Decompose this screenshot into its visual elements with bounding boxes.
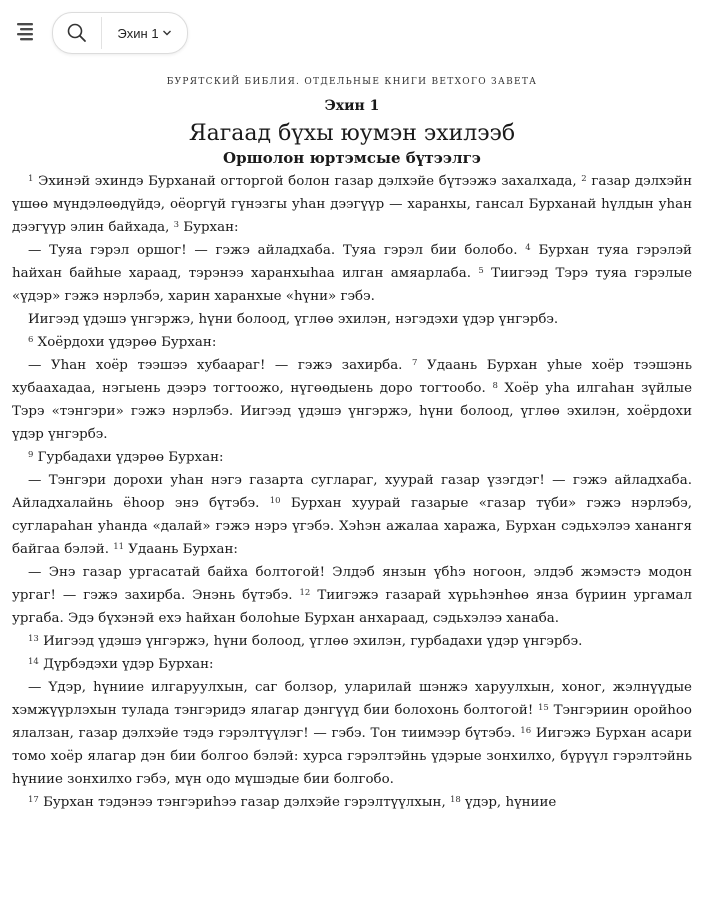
navigation-pill xyxy=(52,12,188,54)
verse-text: Гурбадахи үдэрөө Бурхан: xyxy=(33,450,224,465)
verse-text: Удаань Бурхан: xyxy=(124,542,238,557)
table-of-contents-button[interactable] xyxy=(14,20,38,44)
verse-number: 13 xyxy=(28,634,39,644)
verse-text: Иигээд үдэшэ үнгэржэ, һүни болоод, үглөө эхилэн, гурбадахи үдэр үнгэрбэ. xyxy=(38,634,583,649)
verse-text: Бурхан: xyxy=(179,220,239,235)
verse-number: 12 xyxy=(299,588,311,598)
verse-text: үдэр, һүниие xyxy=(460,795,557,810)
paragraph xyxy=(12,676,692,791)
verse-number: 9 xyxy=(28,450,34,460)
verse-text: Иигэжэ Бурхан асари томо хоёр ялагар дэн бии болгоо бэлэй: хурса гэрэлтэйнь үдэрые зонхилхо, бүрүүл гэрэлтэйнь һүниие зонхилхо гэбэ, мүн одо мүшэдые бии болгобо. xyxy=(12,726,692,787)
verse-text: Тэнгэриин оройһоо ялалзан, газар дэлхэйе тэдэ гэрэлтүүлэг! — гэбэ. Тон тиимээр бүтэбэ. xyxy=(12,703,692,741)
paragraph xyxy=(12,170,692,239)
verse-text: Бурхан хуурай газарые «газар түби» гэжэ нэрлэбэ, суглараһан уһанда «далай» гэжэ нэрэ үгэбэ. Хэһэн ажалаа хаража, Бурхан сэдьхэлээ ханангя байгаа бэлэй. xyxy=(12,496,692,557)
paragraph xyxy=(12,561,692,630)
verse-number: 6 xyxy=(28,335,34,345)
search-icon xyxy=(66,22,88,44)
reader-content xyxy=(12,64,692,814)
section-title: Яагаад бүхы юумэн эхилээб xyxy=(188,121,516,146)
verse-text: — Тэнгэри дорохи уһан нэгэ газарта суглараг, хуурай газар үзэгдэг! — гэжэ айладхаба. Айладхалайнь ёһоор энэ бүтэбэ. xyxy=(12,473,692,511)
verse-text: Бурхан туяа гэрэлэй һайхан байһые хараад, тэрэнээ харанхыһаа илган амяарлаба. xyxy=(12,243,692,281)
search-button[interactable] xyxy=(53,13,101,53)
verse-text: Тиигээд Тэрэ туяа гэрэлые «үдэр» гэжэ нэрлэбэ, харин харанхые «һүни» гэбэ. xyxy=(12,266,693,304)
verse-number: 14 xyxy=(28,657,39,667)
section-subtitle: Оршолон юртэмсые бүтээлгэ xyxy=(223,149,481,167)
verse-number: 17 xyxy=(28,795,39,805)
verse-number: 16 xyxy=(520,726,532,736)
verse-number: 3 xyxy=(173,220,179,230)
paragraph xyxy=(12,308,692,331)
paragraph xyxy=(12,653,692,676)
verse-number: 7 xyxy=(412,358,418,368)
verse-number: 2 xyxy=(581,174,587,184)
paragraph xyxy=(12,239,692,308)
verse-text: — Энэ газар ургасатай байха болтогой! Элдэб янзын үбһэ ногоон, элдэб жэмэстэ модон ургаг! — гэжэ захирба. Энэнь бүтэбэ. xyxy=(12,565,692,603)
verse-number: 11 xyxy=(113,542,125,552)
paragraph xyxy=(12,630,692,653)
chapter-heading: Эхин 1 xyxy=(324,98,380,114)
verse-text: Бурхан тэдэнээ тэнгэриһээ газар дэлхэйе гэрэлтүүлхын, xyxy=(38,795,450,810)
top-toolbar xyxy=(0,0,703,64)
chapter-selector-button[interactable] xyxy=(102,13,187,53)
verse-number: 15 xyxy=(538,703,549,713)
verse-text: Эхинэй эхиндэ Бурханай огторгой болон газар дэлхэйе бүтээжэ захалхада, xyxy=(33,174,582,189)
verse-text: газар дэлхэйн үшөө мүндэлөөдүйдэ, оёоргүй гүнэзгы уһан дээгүүр — харанхы, гансал Бурханай һүлдын уһан дээгүүр элин байхада, xyxy=(12,174,692,235)
verse-text: Тиигэжэ газарай хүрьһэнһөө янза бүриин ургамал ургаба. Эдэ бүхэнэй ехэ һайхан болоһые Бурхан анхараад, сэдьхэлээ ханаба. xyxy=(12,588,692,626)
verse-number: 4 xyxy=(525,243,531,253)
paragraph xyxy=(12,469,692,561)
paragraph xyxy=(12,791,692,814)
verse-text: — Уһан хоёр тээшээ хубаараг! — гэжэ захирба. xyxy=(28,358,413,373)
scripture-text xyxy=(12,170,692,814)
verse-text: Удаань Бурхан уһые хоёр тээшэнь хубаахадаа, нэгыень дээрэ тогтоожо, нүгөөдыень доро тогтообо. xyxy=(12,358,693,396)
verse-text: Иигээд үдэшэ үнгэржэ, һүни болоод, үглөө эхилэн, нэгэдэхи үдэр үнгэрбэ. xyxy=(28,312,559,327)
verse-number: 8 xyxy=(492,381,498,391)
verse-text: — Үдэр, һүниие илгаруулхын, саг болзор, уларилай шэнжэ харуулхын, хоног, жэлнүүдые хэмжүүрлэхын тулада тэнгэридэ ялагар дэнгүүд бии болохонь болтогой! xyxy=(12,680,692,718)
verse-text: Хоёрдохи үдэрөө Бурхан: xyxy=(33,335,217,350)
paragraph xyxy=(12,354,692,446)
verse-number: 5 xyxy=(478,266,484,276)
verse-number: 10 xyxy=(269,496,281,506)
paragraph xyxy=(12,331,692,354)
chevron-down-icon xyxy=(162,29,172,37)
verse-number: 18 xyxy=(449,795,461,805)
verse-number: 1 xyxy=(28,174,34,184)
verse-text: — Туяа гэрэл оршог! — гэжэ айладхаба. Туяа гэрэл бии болобо. xyxy=(28,243,526,258)
chapter-selector-label: Эхин 1 xyxy=(117,25,159,41)
contents-menu-icon xyxy=(14,20,38,44)
book-title: БУРЯТСКИЙ БИБЛИЯ. ОТДЕЛЬНЫЕ КНИГИ ВЕТХОГО ЗАВЕТА xyxy=(166,77,538,87)
verse-text: Хоёр уһа илгаһан зүйлые Тэрэ «тэнгэри» гэжэ нэрлэбэ. Иигээд үдэшэ үнгэржэ, һүни болоод, үглөө эхилэн, хоёрдохи үдэр үнгэрбэ. xyxy=(12,381,692,442)
verse-text: Дүрбэдэхи үдэр Бурхан: xyxy=(38,657,214,672)
paragraph xyxy=(12,446,692,469)
